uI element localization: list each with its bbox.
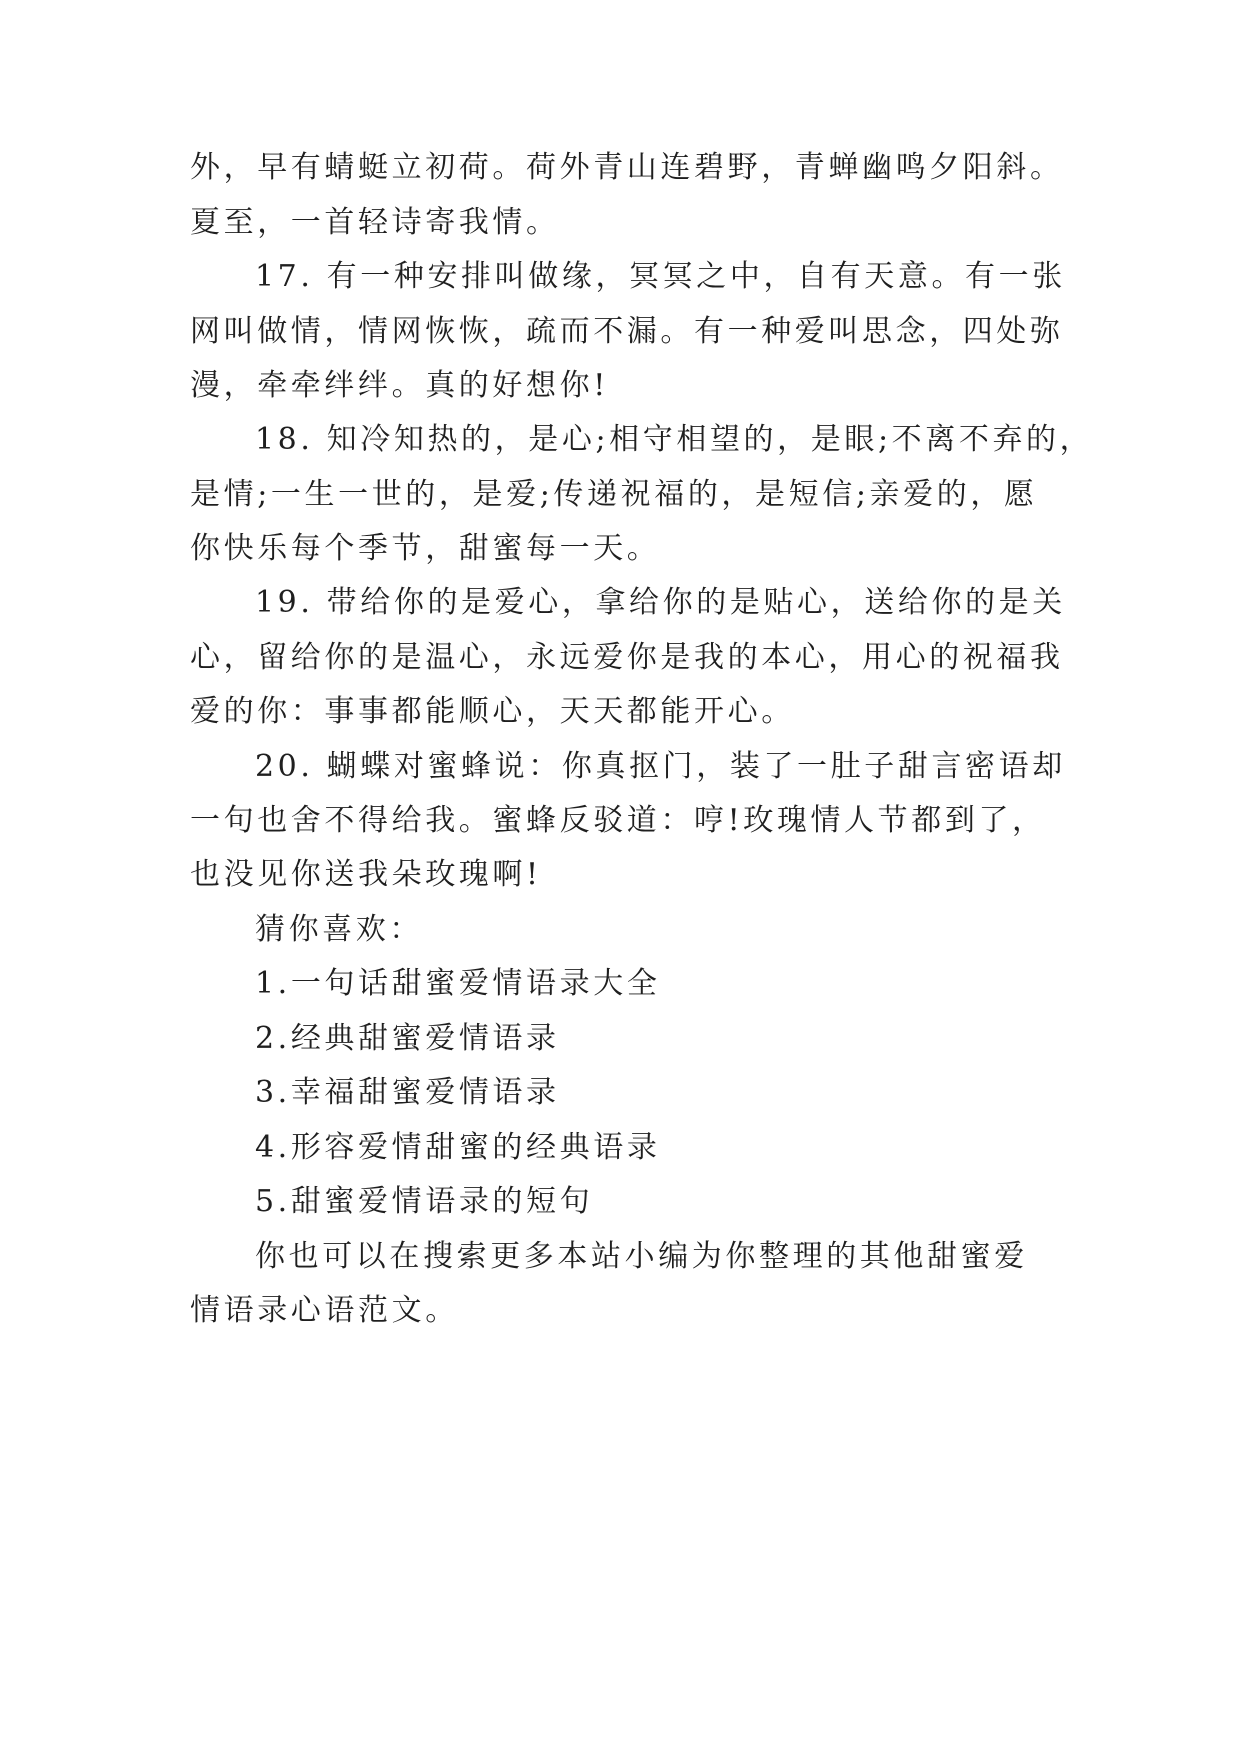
related-item-3: 3.幸福甜蜜爱情语录 xyxy=(255,1075,560,1110)
related-heading: 猜你喜欢： xyxy=(255,912,423,947)
paragraph-18-line-2: 是情;一生一世的，是爱;传递祝福的，是短信;亲爱的，愿 xyxy=(190,477,1038,512)
related-item-5: 5.甜蜜爱情语录的短句 xyxy=(255,1184,594,1219)
paragraph-20-line-1: 20. 蝴蝶对蜜蜂说：你真抠门，装了一肚子甜言密语却 xyxy=(255,749,1066,784)
paragraph-19-line-3: 爱的你：事事都能顺心，天天都能开心。 xyxy=(190,694,795,729)
paragraph-18-line-1: 18. 知冷知热的，是心;相守相望的，是眼;不离不弃的， xyxy=(255,422,1094,457)
paragraph-18-line-3: 你快乐每个季节，甜蜜每一天。 xyxy=(190,531,661,566)
paragraph-1-line-2: 夏至，一首轻诗寄我情。 xyxy=(190,205,560,240)
paragraph-20-line-3: 也没见你送我朵玫瑰啊! xyxy=(190,857,542,892)
closing-line-2: 情语录心语范文。 xyxy=(190,1293,459,1328)
paragraph-19-line-1: 19. 带给你的是爱心，拿给你的是贴心，送给你的是关 xyxy=(255,585,1066,620)
paragraph-1-line-1: 外，早有蜻蜓立初荷。荷外青山连碧野，青蝉幽鸣夕阳斜。 xyxy=(190,150,1064,185)
paragraph-19-line-2: 心，留给你的是温心，永远爱你是我的本心，用心的祝福我 xyxy=(190,640,1064,675)
closing-line-1: 你也可以在搜索更多本站小编为你整理的其他甜蜜爱 xyxy=(255,1239,1028,1274)
paragraph-20-line-2: 一句也舍不得给我。蜜蜂反驳道：哼!玫瑰情人节都到了， xyxy=(190,803,1046,838)
paragraph-17-line-3: 漫，牵牵绊绊。真的好想你! xyxy=(190,368,609,403)
related-item-1: 1.一句话甜蜜爱情语录大全 xyxy=(255,966,661,1001)
related-item-4: 4.形容爱情甜蜜的经典语录 xyxy=(255,1130,661,1165)
paragraph-17-line-2: 网叫做情，情网恢恢，疏而不漏。有一种爱叫思念，四处弥 xyxy=(190,314,1064,349)
paragraph-17-line-1: 17. 有一种安排叫做缘，冥冥之中，自有天意。有一张 xyxy=(255,259,1066,294)
related-item-2: 2.经典甜蜜爱情语录 xyxy=(255,1021,560,1056)
